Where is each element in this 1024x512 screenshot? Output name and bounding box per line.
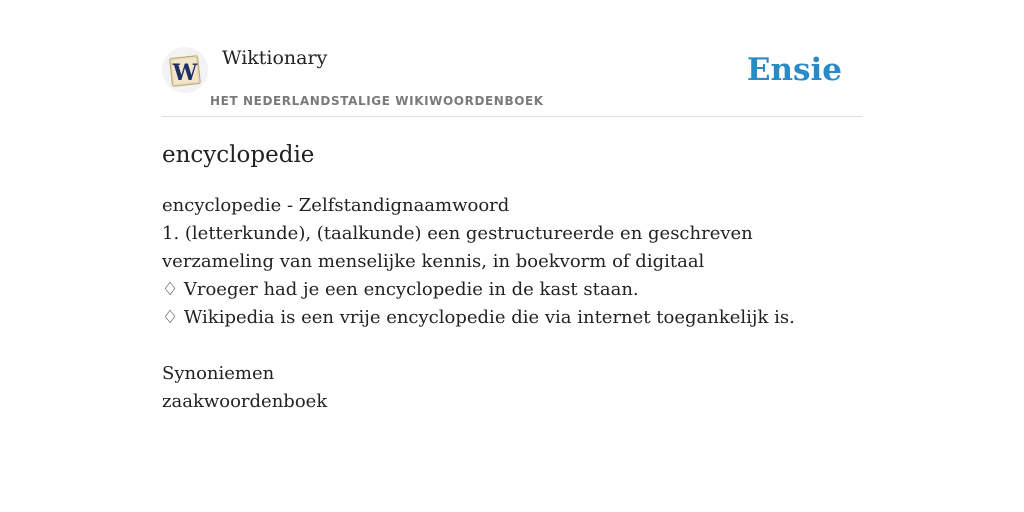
brand-logo[interactable]: Ensie — [746, 52, 842, 88]
entry-heading: encyclopedie - Zelfstandignaamwoord — [162, 195, 510, 216]
example-sentence: ♢ Wikipedia is een vrije encyclopedie die via internet toegankelijk is. — [162, 307, 795, 328]
site-name[interactable]: Wiktionary — [222, 47, 328, 69]
entry-content — [162, 192, 862, 416]
example-sentence: ♢ Vroeger had je een encyclopedie in de kast staan. — [162, 279, 639, 300]
site-tagline: HET NEDERLANDSTALIGE WIKIWOORDENBOEK — [210, 94, 544, 108]
wiktionary-logo-icon[interactable] — [162, 47, 208, 93]
site-header — [162, 0, 862, 117]
spacer — [162, 332, 862, 360]
synonym-item: zaakwoordenboek — [162, 391, 328, 412]
definition: 1. (letterkunde), (taalkunde) een gestructureerde en geschreven verzameling van menselijke kennis, in boekvorm of digitaal — [162, 223, 753, 272]
page — [162, 0, 862, 412]
svg-text:W: W — [172, 60, 198, 86]
synonyms-label: Synoniemen — [162, 363, 275, 384]
page-title: encyclopedie — [162, 142, 315, 168]
